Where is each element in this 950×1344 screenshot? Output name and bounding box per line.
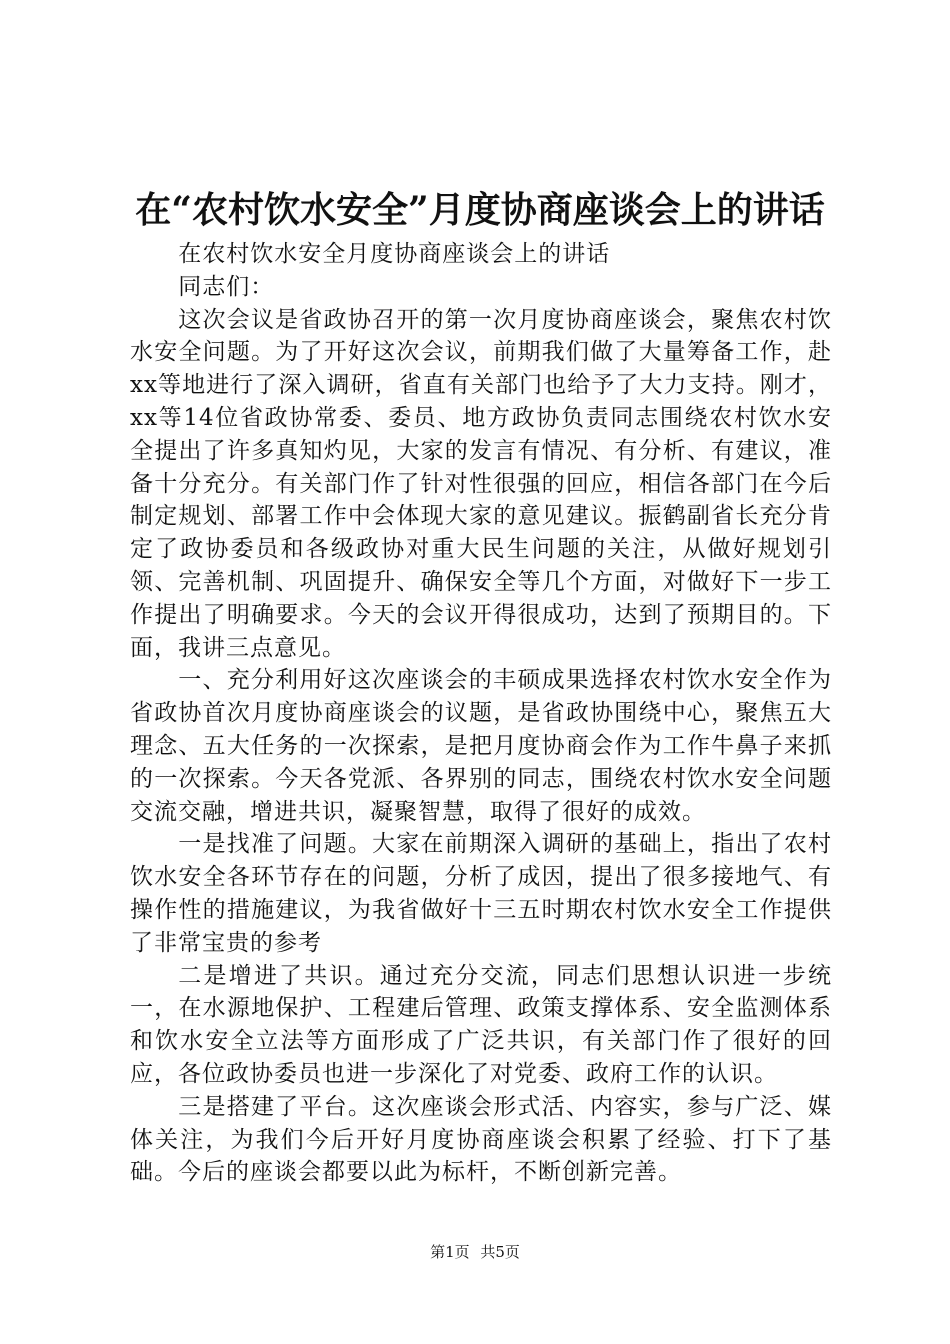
document-body <box>130 238 832 1189</box>
paragraph-intro: 这次会议是省政协召开的第一次月度协商座谈会，聚焦农村饮水安全问题。为了开好这次会议，前期我们做了大量筹备工作，赴xx等地进行了深入调研，省直有关部门也给予了大力支持。刚才，xx等14位省政协常委、委员、地方政协负责同志围绕农村饮水安全提出了许多真知灼见，大家的发言有情况、有分析、有建议，准备十分充分。有关部门作了针对性很强的回应，相信各部门在今后制定规划、部署工作中会体现大家的意见建议。振鹤副省长充分肯定了政协委员和各级政协对重大民生问题的关注，从做好规划引领、完善机制、巩固提升、确保安全等几个方面，对做好下一步工作提出了明确要求。今天的会议开得很成功，达到了预期目的。下面，我讲三点意见。 <box>130 306 832 661</box>
paragraph-point-two: 二是增进了共识。通过充分交流，同志们思想认识进一步统一，在水源地保护、工程建后管理、政策支撑体系、安全监测体系和饮水安全立法等方面形成了广泛共识，有关部门作了很好的回应，各位政协委员也进一步深化了对党委、政府工作的认识。 <box>130 962 832 1087</box>
page-footer <box>0 1242 950 1262</box>
page-number: 第1页 <box>430 1243 470 1261</box>
paragraph-subtitle: 在农村饮水安全月度协商座谈会上的讲话 <box>178 241 611 267</box>
page-total: 共5页 <box>480 1243 520 1261</box>
paragraph-point-one: 一是找准了问题。大家在前期深入调研的基础上，指出了农村饮水安全各环节存在的问题，分析了成因，提出了很多接地气、有操作性的措施建议，为我省做好十三五时期农村饮水安全工作提供了非常宝贵的参考 <box>130 831 832 956</box>
paragraph-point-three: 三是搭建了平台。这次座谈会形式活、内容实，参与广泛、媒体关注，为我们今后开好月度协商座谈会积累了经验、打下了基础。今后的座谈会都要以此为标杆，不断创新完善。 <box>130 1093 832 1186</box>
document-title: 在“农村饮水安全”月度协商座谈会上的讲话 <box>135 189 825 231</box>
paragraph-salutation: 同志们： <box>178 273 275 300</box>
paragraph-section-one: 一、充分利用好这次座谈会的丰硕成果选择农村饮水安全作为省政协首次月度协商座谈会的议题，是省政协围绕中心，聚焦五大理念、五大任务的一次探索，是把月度协商会作为工作牛鼻子来抓的一次探索。今天各党派、各界别的同志，围绕农村饮水安全问题交流交融，增进共识，凝聚智慧，取得了很好的成效。 <box>130 667 832 825</box>
